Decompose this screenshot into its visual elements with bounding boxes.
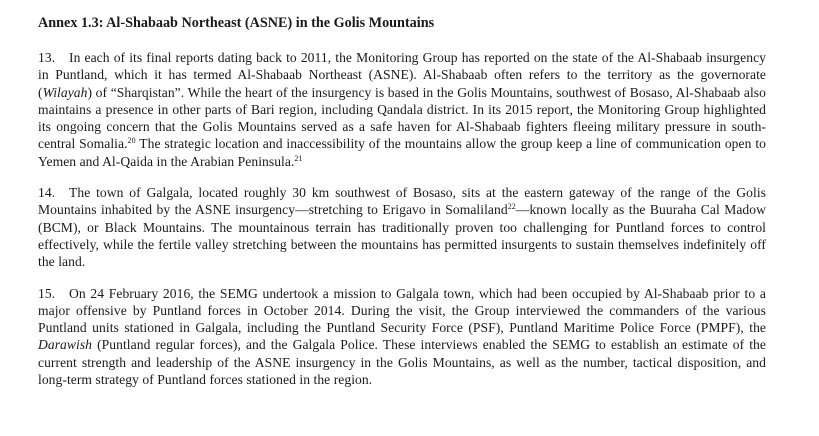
- paragraph-text: The town of Galgala, located roughly 30 km southwest of Bosaso, sits at the eastern gateway of the range of the Golis Mountains inhabited by the ASNE insurgency—stretching to Erigavo in Somaliland: [38, 185, 766, 218]
- paragraph-text: In each of its final reports dating back to 2011, the Monitoring Group has reported on the state of the Al-Shabaab insurgency in Puntland, which it has termed Al-Shabaab Northeast (ASNE). Al-Shabaab often refers to the territory as the governorate (: [38, 50, 766, 100]
- paragraph-15: [38, 285, 766, 389]
- footnote-ref-20[interactable]: 20: [127, 136, 136, 146]
- paragraph-text: On 24 February 2016, the SEMG undertook a mission to Galgala town, which had been occupied by Al-Shabaab prior to a major offensive by Puntland forces in October 2014. During the visit, the Group interviewed the commanders of the various Puntland units stationed in Galgala, including the Puntland Security Force (PSF), Puntland Maritime Police Force (PMPF), the: [38, 285, 766, 336]
- paragraph-text: —known locally as the Buuraha Cal Madow (BCM), or Black Mountains. The mountainous terrain has traditionally proven too challenging for Puntland forces to control effectively, while the fertile valley stretching between the mountains has permitted insurgents to sustain themselves indefinitely off the land.: [38, 202, 766, 270]
- paragraph-number: 14.: [38, 185, 56, 201]
- paragraph-14: [38, 184, 766, 270]
- document-body: [38, 14, 766, 402]
- annex-heading: Annex 1.3: Al-Shabaab Northeast (ASNE) in the Golis Mountains: [38, 15, 435, 31]
- paragraph-number: 15.: [38, 285, 56, 301]
- paragraph-number: 13.: [38, 50, 56, 65]
- italic-term: Darawish: [38, 337, 93, 353]
- paragraph-text: The strategic location and inaccessibility of the mountains allow the group keep a line of communication open to Yemen and Al-Qaida in the Arabian Peninsula.: [38, 136, 766, 169]
- footnote-ref-21[interactable]: 21: [294, 153, 303, 163]
- paragraph-text: (Puntland regular forces), and the Galgala Police. These interviews enabled the SEMG to establish an estimate of the current strength and leadership of the ASNE insurgency in the Golis Mountains, as well as the number, tactical disposition, and long-term strategy of Puntland forces stationed in the region.: [38, 337, 766, 388]
- paragraph-text: ) of “Sharqistan”. While the heart of the insurgency is based in the Golis Mountains, southwest of Bosaso, Al-Shabaab also maintains a presence in other parts of Bari region, including Qandala district. In its 2015 report, the Monitoring Group highlighted its ongoing concern that the Golis Mountains served as a safe haven for Al-Shabaab fighters fleeing military pressure in south-central Somalia.: [38, 84, 766, 152]
- italic-term: Wilayah: [42, 84, 88, 100]
- footnote-ref-22[interactable]: 22: [507, 202, 516, 212]
- paragraph-13: [38, 49, 766, 170]
